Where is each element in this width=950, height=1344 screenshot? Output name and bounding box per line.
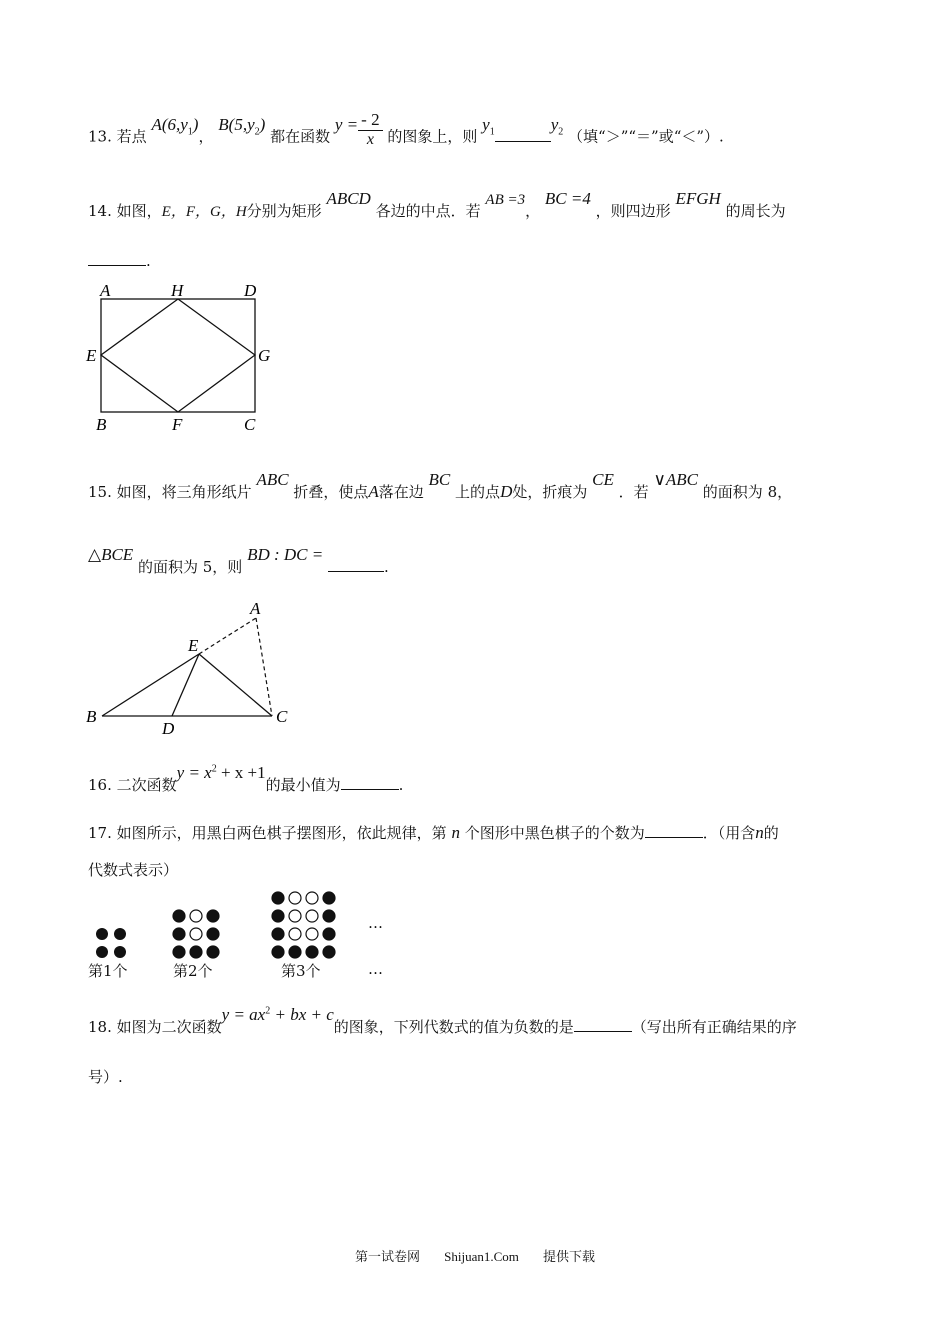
label-A: A (100, 281, 111, 300)
rectangle-figure (84, 280, 284, 440)
label-B: B (86, 707, 97, 726)
question-17-line2: 代数式表示） (88, 861, 179, 879)
label-H: H (171, 281, 184, 300)
question-18-line2: 号）. (88, 1068, 123, 1086)
question-14: 14. 如图，E，F，G，H分别为矩形 ABCD 各边的中点．若 AB =3， BC =4 ，则四边形 EFGH 的周长为 (88, 189, 786, 220)
question-17: 17. 如图所示，用黑白两色棋子摆图形，依此规律，第 n 个图形中黑色棋子的个数为 ．（用含n的 (88, 823, 779, 842)
caption-2: 第2个 (173, 962, 213, 980)
question-15-line2: △BCE 的面积为 5，则 BD : DC = . (88, 545, 389, 576)
answer-blank-18[interactable] (574, 1031, 632, 1032)
label-A: A (250, 599, 261, 618)
pattern-2 (173, 910, 219, 958)
label-E: E (188, 636, 199, 655)
ellipsis-bottom: … (368, 960, 383, 978)
question-13: 13. 若点 $A(6,y_1)$， $B(5,y_2)$ 都在函数 y = $\frac{- 2}{x}$ 的图象上，则 $y_1$ $y_2$ （填“＞”“＝”或“＜”）. (88, 110, 724, 148)
triangle-fold-figure (84, 596, 304, 741)
answer-blank-15[interactable] (328, 571, 384, 572)
ellipsis-top: … (368, 914, 383, 932)
question-15: 15. 如图，将三角形纸片 ABC 折叠，使点A落在边 BC 上的点D处，折痕为 CE ．若 ∨ABC 的面积为 8， (88, 470, 793, 501)
question-18: 18. 如图为二次函数$y = ax^2$ + bx + c的图象，下列代数式的值为负数的是 （写出所有正确结果的序 (88, 1005, 797, 1036)
label-D: D (244, 281, 257, 300)
fraction: $\frac{- 2}{x}$ (358, 110, 382, 149)
page-footer: 第一试卷网 Shijuan1.Com 提供下载 (354, 1249, 596, 1265)
label-E: E (86, 346, 97, 365)
pattern-3 (272, 892, 335, 958)
label-G: G (258, 346, 271, 365)
label-F: F (172, 415, 183, 434)
label-D: D (162, 719, 175, 738)
caption-3: 第3个 (281, 962, 321, 980)
question-16: 16. 二次函数$y = x^2 + x +1$的最小值为 . (88, 763, 404, 794)
answer-blank-16[interactable] (341, 789, 399, 790)
label-C: C (276, 707, 288, 726)
answer-blank-14[interactable] (88, 265, 146, 266)
question-14-answer-line: . (88, 252, 151, 270)
label-B: B (96, 415, 107, 434)
chess-pattern-figure (84, 886, 404, 966)
pattern-1 (96, 928, 126, 958)
caption-1: 第1个 (88, 962, 128, 980)
label-C: C (244, 415, 256, 434)
answer-blank-17[interactable] (645, 837, 703, 838)
answer-blank-13[interactable] (495, 141, 551, 142)
